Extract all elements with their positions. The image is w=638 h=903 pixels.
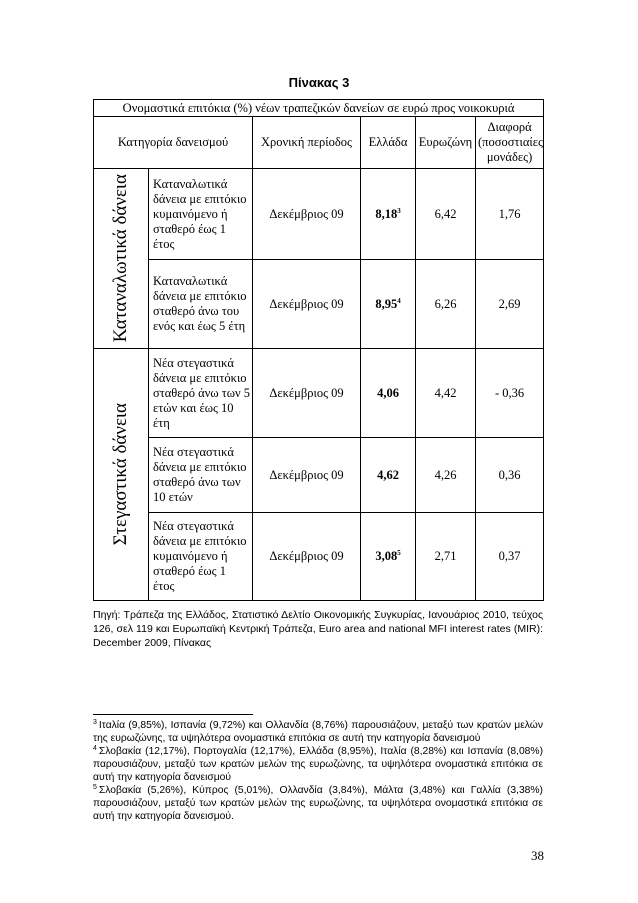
row-category: Νέα στεγαστικά δάνεια με επιτόκιο κυμαινόμενο ή σταθερό έως 1 έτος: [149, 513, 253, 601]
header-difference: Διαφορά (ποσοστιαίες μονάδες): [476, 117, 544, 169]
page-number: 38: [531, 848, 544, 863]
table-row: [94, 349, 544, 438]
row-greece-value: [361, 260, 416, 349]
footnote: [93, 784, 543, 823]
row-period: Δεκέμβριος 09: [253, 169, 361, 260]
greece-value: 4,62: [377, 467, 399, 482]
row-period: Δεκέμβριος 09: [253, 438, 361, 513]
row-eurozone-value: 6,42: [416, 169, 476, 260]
row-category: Καταναλωτικά δάνεια με επιτόκιο σταθερό άνω του ενός και έως 5 έτη: [149, 260, 253, 349]
footnote-text: Σλοβακία (12,17%), Πορτογαλία (12,17%), Ελλάδα (8,95%), Ιταλία (8,28%) και Ισπανία (8,08%) παρουσιάζουν, μεταξύ των κρατών μελών της ευρωζώνης, τα υψηλότερα ονομαστικά επιτόκια σε αυτή την κατηγορία δανεισμού: [93, 746, 543, 783]
footnote-ref: 4: [397, 296, 401, 305]
header-eurozone: Ευρωζώνη: [416, 117, 476, 169]
row-eurozone-value: 2,71: [416, 513, 476, 601]
greece-value: 4,06: [377, 385, 399, 400]
group-label-text: Στεγαστικά δάνεια: [110, 403, 131, 546]
row-greece-value: [361, 438, 416, 513]
footnote-text: Σλοβακία (5,26%), Κύπρος (5,01%), Ολλανδία (3,84%), Μάλτα (3,48%) και Γαλλία (3,38%) παρουσιάζουν, μεταξύ των κρατών μελών της ευρωζώνης, τα υψηλότερα ονομαστικά επιτόκια σε αυτή την κατηγορία δανεισμού.: [93, 785, 543, 822]
group-label-text: Καταναλωτικά δάνεια: [110, 174, 131, 343]
row-period: Δεκέμβριος 09: [253, 260, 361, 349]
row-difference-value: - 0,36: [476, 349, 544, 438]
table-row: [94, 260, 544, 349]
row-period: Δεκέμβριος 09: [253, 513, 361, 601]
footnote-text: Ιταλία (9,85%), Ισπανία (9,72%) και Ολλανδία (8,76%) παρουσιάζουν, μεταξύ των κρατών μελών της ευρωζώνης, τα υψηλότερα ονομαστικά επιτόκια σε αυτή την κατηγορία δανεισμού: [93, 720, 543, 744]
row-difference-value: 0,37: [476, 513, 544, 601]
footnote-ref: 5: [397, 548, 401, 557]
greece-value: 8,18: [375, 206, 398, 221]
greece-value: 3,08: [375, 549, 398, 563]
footnote-mark: 5: [93, 783, 97, 791]
row-greece-value: [361, 349, 416, 438]
row-category: Νέα στεγαστικά δάνεια με επιτόκιο σταθερό άνω των 5 ετών και έως 10 έτη: [149, 349, 253, 438]
table-row: [94, 513, 544, 601]
table-row: [94, 438, 544, 513]
row-greece-value: [361, 169, 416, 260]
row-eurozone-value: 4,26: [416, 438, 476, 513]
header-period: Χρονική περίοδος: [253, 117, 361, 169]
row-period: Δεκέμβριος 09: [253, 349, 361, 438]
interest-rates-table: [93, 99, 544, 601]
table-title: Πίνακας 3: [288, 75, 350, 90]
source-note: Πηγή: Τράπεζα της Ελλάδος, Στατιστικό Δελτίο Οικονομικής Συγκυρίας, Ιανουάριος 2010, τεύχος 126, σελ 119 και Ευρωπαϊκή Κεντρική Τράπεζα, Euro area and national MFI interest rates (MIR): December 2009, Πίνακας: [93, 609, 543, 649]
row-eurozone-value: 6,26: [416, 260, 476, 349]
row-greece-value: [361, 513, 416, 601]
greece-value: 8,95: [375, 296, 398, 311]
footnotes: [93, 719, 543, 823]
footnote-divider: [93, 714, 253, 715]
group-label-consumer: [94, 169, 149, 349]
footnote-mark: 3: [93, 718, 97, 726]
row-category: Νέα στεγαστικά δάνεια με επιτόκιο σταθερό άνω των 10 ετών: [149, 438, 253, 513]
table-row: [94, 169, 544, 260]
header-greece: Ελλάδα: [361, 117, 416, 169]
row-category: Καταναλωτικά δάνεια με επιτόκιο κυμαινόμενο ή σταθερό έως 1 έτος: [149, 169, 253, 260]
row-difference-value: 0,36: [476, 438, 544, 513]
table-caption: Ονομαστικά επιτόκια (%) νέων τραπεζικών δανείων σε ευρώ προς νοικοκυριά: [94, 100, 544, 117]
footnote: [93, 745, 543, 784]
row-difference-value: 2,69: [476, 260, 544, 349]
footnote-ref: 3: [397, 206, 401, 215]
group-label-housing: [94, 349, 149, 601]
row-difference-value: 1,76: [476, 169, 544, 260]
footnote: [93, 719, 543, 745]
row-eurozone-value: 4,42: [416, 349, 476, 438]
header-category: Κατηγορία δανεισμού: [94, 117, 253, 169]
footnote-mark: 4: [93, 744, 97, 752]
